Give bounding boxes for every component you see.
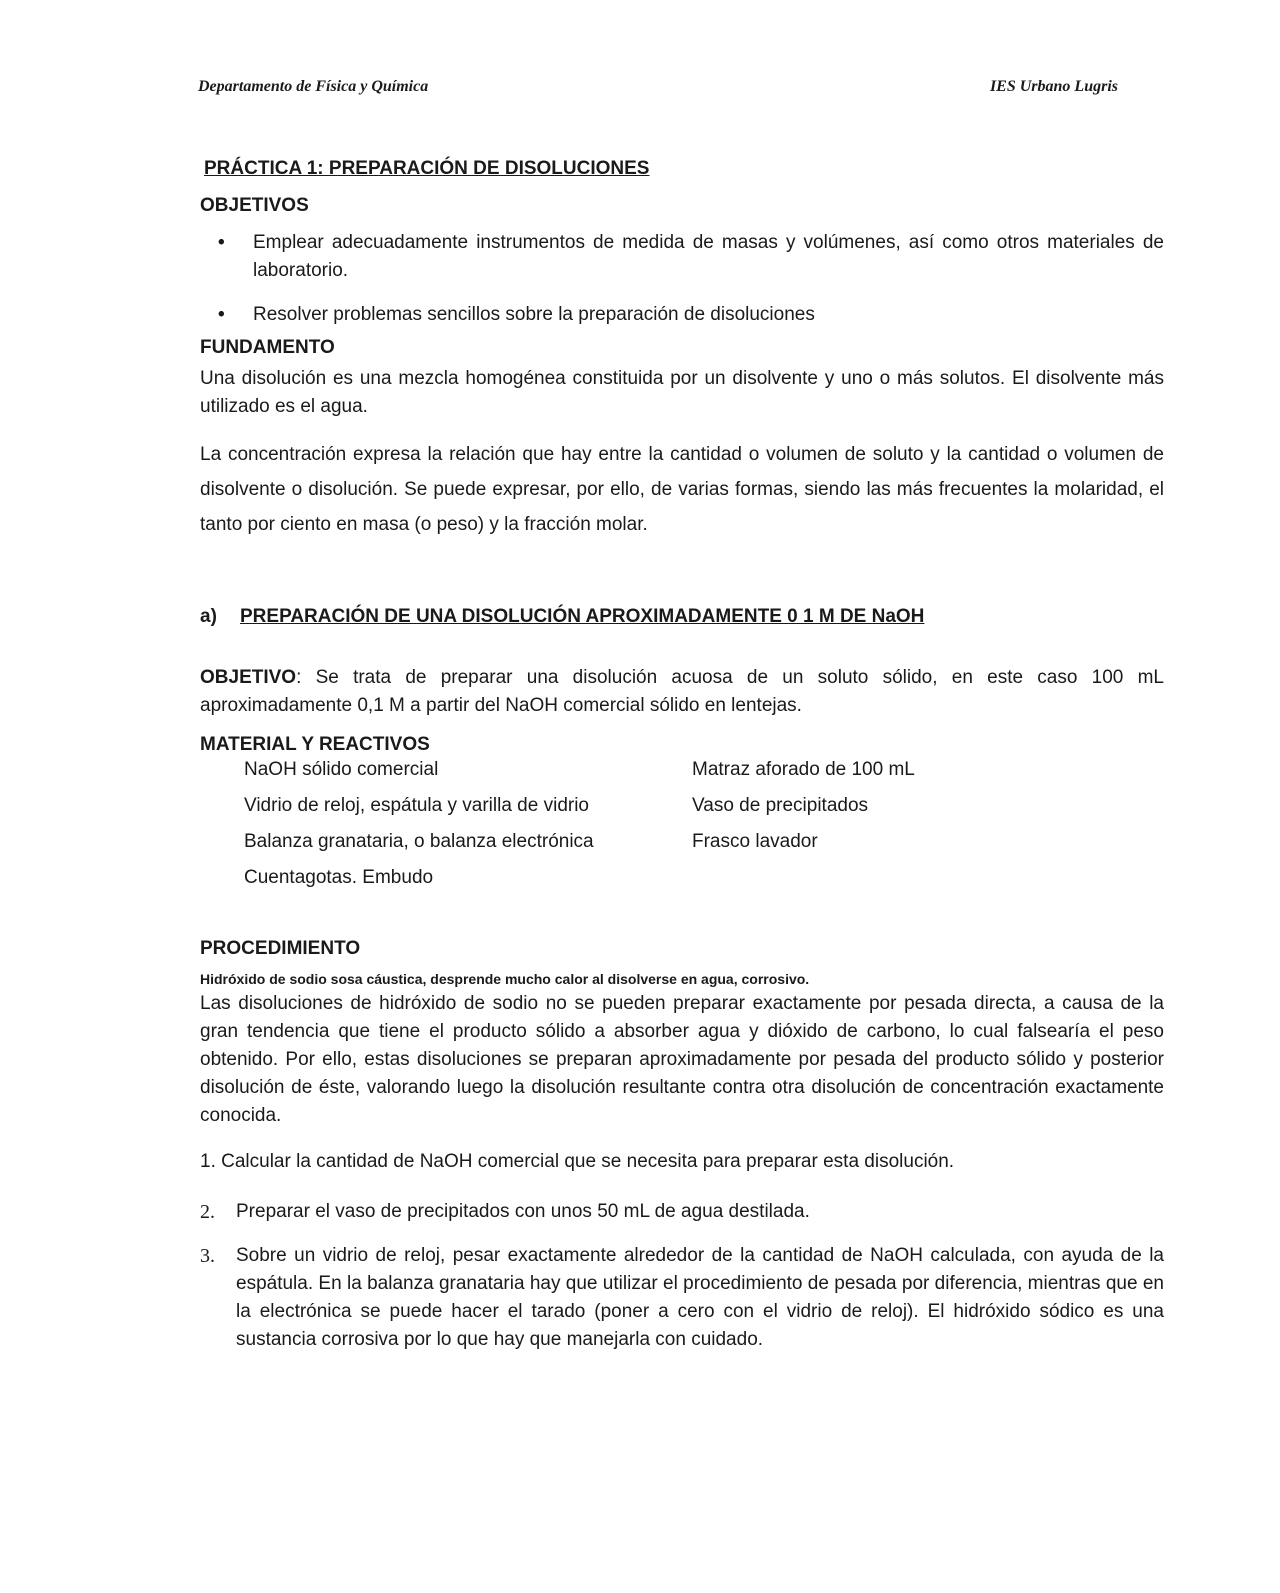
document-body <box>200 155 1164 1354</box>
list-item <box>200 229 1164 285</box>
list-item: Vaso de precipitados <box>692 795 869 816</box>
header-department: Departamento de Física y Química <box>198 78 429 95</box>
objetivo-text: : Se trata de preparar una disolución acuosa de un soluto sólido, en este caso 100 mL aproximadamente 0,1 M a partir del NaOH comercial sólido en lentejas. <box>200 667 1164 716</box>
fundamento-paragraph-2: La concentración expresa la relación que hay entre la cantidad o volumen de soluto y la cantidad o volumen de disolvente o disolución. Se puede expresar, por ello, de varias formas, siendo las más frecuentes la molaridad, el tanto por ciento en masa (o peso) y la fracción molar. <box>200 444 1164 535</box>
step-2-number: 2. <box>200 1201 215 1223</box>
list-item: Vidrio de reloj, espátula y varilla de vidrio <box>244 795 589 816</box>
objetivos-heading: OBJETIVOS <box>200 195 309 216</box>
objetivo-text: Resolver problemas sencillos sobre la preparación de disoluciones <box>253 304 815 325</box>
step-3 <box>200 1242 1164 1354</box>
objetivo-text: Emplear adecuadamente instrumentos de medida de masas y volúmenes, así como otros materiales de laboratorio. <box>253 232 1164 281</box>
procedimiento-intro: Las disoluciones de hidróxido de sodio no se pueden preparar exactamente por pesada directa, a causa de la gran tendencia que tiene el producto sólido a absorber agua y dióxido de carbono, lo cual falsearía el peso obtenido. Por ello, estas disoluciones se preparan aproximadamente por pesada del producto sólido y posterior disolución de éste, valorando luego la disolución resultante contra otra disolución de concentración exactamente conocida. <box>200 993 1164 1126</box>
step-1-text: 1. Calcular la cantidad de NaOH comercial que se necesita para preparar esta disolución. <box>200 1151 955 1172</box>
section-a-objetivo <box>200 664 1164 720</box>
list-item: NaOH sólido comercial <box>244 759 439 780</box>
list-item: Frasco lavador <box>692 831 818 852</box>
objetivos-list <box>200 229 1164 329</box>
fundamento-paragraph-1: Una disolución es una mezcla homogénea constituida por un disolvente y uno o más solutos. El disolvente más utilizado es el agua. <box>200 368 1164 417</box>
section-a-title: PREPARACIÓN DE UNA DISOLUCIÓN APROXIMADAMENTE 0 1 M DE NaOH <box>240 606 925 627</box>
list-item: Cuentagotas. Embudo <box>244 867 434 888</box>
step-3-text: Sobre un vidrio de reloj, pesar exactamente alrededor de la cantidad de NaOH calculada, con ayuda de la espátula. En la balanza granataria hay que utilizar el procedimiento de pesada por diferencia, mientras que en la electrónica se puede hacer el tarado (poner a cero con el vidrio de reloj). El hidróxido sódico es una sustancia corrosiva por lo que hay que manejarla con cuidado. <box>236 1245 1164 1350</box>
list-item: Balanza granataria, o balanza electrónica <box>244 831 594 852</box>
step-3-number: 3. <box>200 1245 215 1267</box>
material-list <box>200 752 1164 896</box>
fundamento-heading: FUNDAMENTO <box>200 337 335 358</box>
material-column-2 <box>672 752 1144 896</box>
header-school: IES Urbano Lugris <box>989 78 1118 95</box>
page-title: PRÁCTICA 1: PREPARACIÓN DE DISOLUCIONES <box>204 158 650 179</box>
objetivo-label: OBJETIVO <box>200 667 297 688</box>
section-a-heading <box>200 602 1164 632</box>
procedimiento-steps <box>200 1148 1164 1354</box>
material-column-1 <box>200 752 672 896</box>
list-item: Matraz aforado de 100 mL <box>692 759 915 780</box>
bullet-icon: • <box>218 304 225 325</box>
list-item <box>200 301 1164 329</box>
bullet-icon: • <box>218 232 225 253</box>
section-a-label: a) <box>200 606 217 627</box>
procedimiento-heading: PROCEDIMIENTO <box>200 938 361 959</box>
step-1 <box>200 1148 1164 1176</box>
material-heading: MATERIAL Y REACTIVOS <box>200 734 430 755</box>
procedimiento-warning: Hidróxido de sodio sosa cáustica, desprende mucho calor al disolverse en agua, corrosivo. <box>200 971 810 987</box>
step-2 <box>200 1198 1164 1226</box>
step-2-text: Preparar el vaso de precipitados con unos 50 mL de agua destilada. <box>236 1201 810 1222</box>
